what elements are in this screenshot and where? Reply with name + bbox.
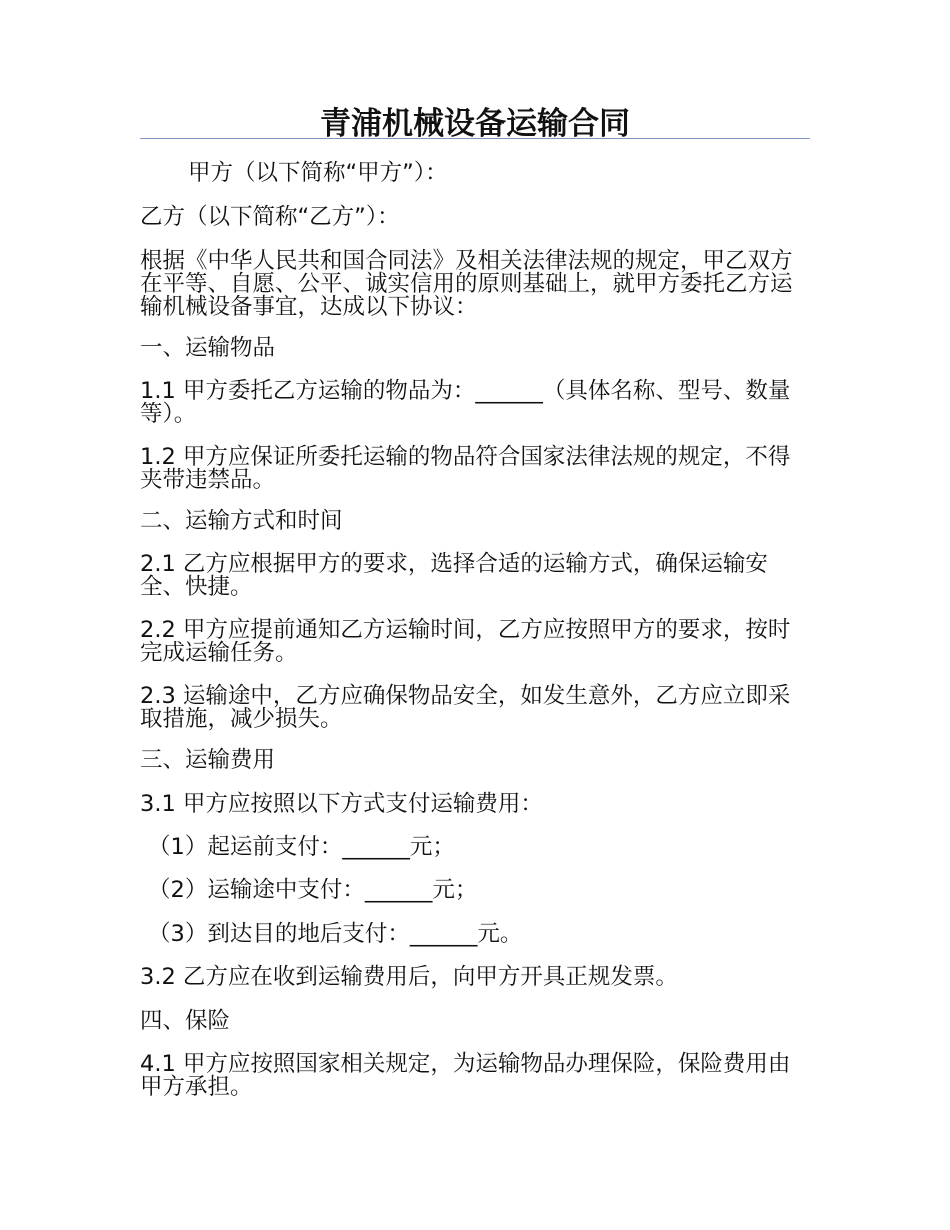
document-title: 青浦机械设备运输合同: [320, 106, 630, 142]
clause-paragraph: 2.3 运输途中，乙方应确保物品安全，如发生意外，乙方应立即采取措施，减少损失。: [140, 683, 791, 732]
clause-paragraph: 1.1 甲方委托乙方运输的物品为：______（具体名称、型号、数量等）。: [140, 378, 791, 427]
clause-paragraph: 2.1 乙方应根据甲方的要求，选择合适的运输方式，确保运输安全、快捷。: [140, 551, 768, 600]
clause-paragraph: 3.1 甲方应按照以下方式支付运输费用：: [140, 791, 543, 817]
section-heading: 四、保险: [140, 1008, 231, 1034]
clause-paragraph: 3.2 乙方应在收到运输费用后，向甲方开具正规发票。: [140, 964, 678, 990]
title-underline: [140, 138, 810, 139]
section-heading: 三、运输费用: [140, 747, 276, 773]
section-heading: 一、运输物品: [140, 335, 276, 361]
payment-item: （3）到达目的地后支付：______元。: [148, 921, 523, 947]
clause-paragraph: 2.2 甲方应提前通知乙方运输时间，乙方应按照甲方的要求，按时完成运输任务。: [140, 617, 791, 666]
section-heading: 二、运输方式和时间: [140, 508, 343, 534]
clause-paragraph: 1.2 甲方应保证所委托运输的物品符合国家法律法规的规定，不得夹带违禁品。: [140, 444, 791, 493]
payment-item: （1）起运前支付：______元；: [148, 834, 455, 860]
party-a-line: 甲方（以下简称“甲方”）：: [188, 160, 448, 186]
clause-paragraph: 4.1 甲方应按照国家相关规定，为运输物品办理保险，保险费用由甲方承担。: [140, 1051, 791, 1100]
party-b-line: 乙方（以下简称“乙方”）：: [140, 204, 400, 230]
payment-item: （2）运输途中支付：______元；: [148, 877, 478, 903]
preamble-paragraph: 根据《中华人民共和国合同法》及相关法律法规的规定，甲乙双方在平等、自愿、公平、诚实信用的原则基础上，就甲方委托乙方运输机械设备事宜，达成以下协议：: [140, 248, 793, 320]
